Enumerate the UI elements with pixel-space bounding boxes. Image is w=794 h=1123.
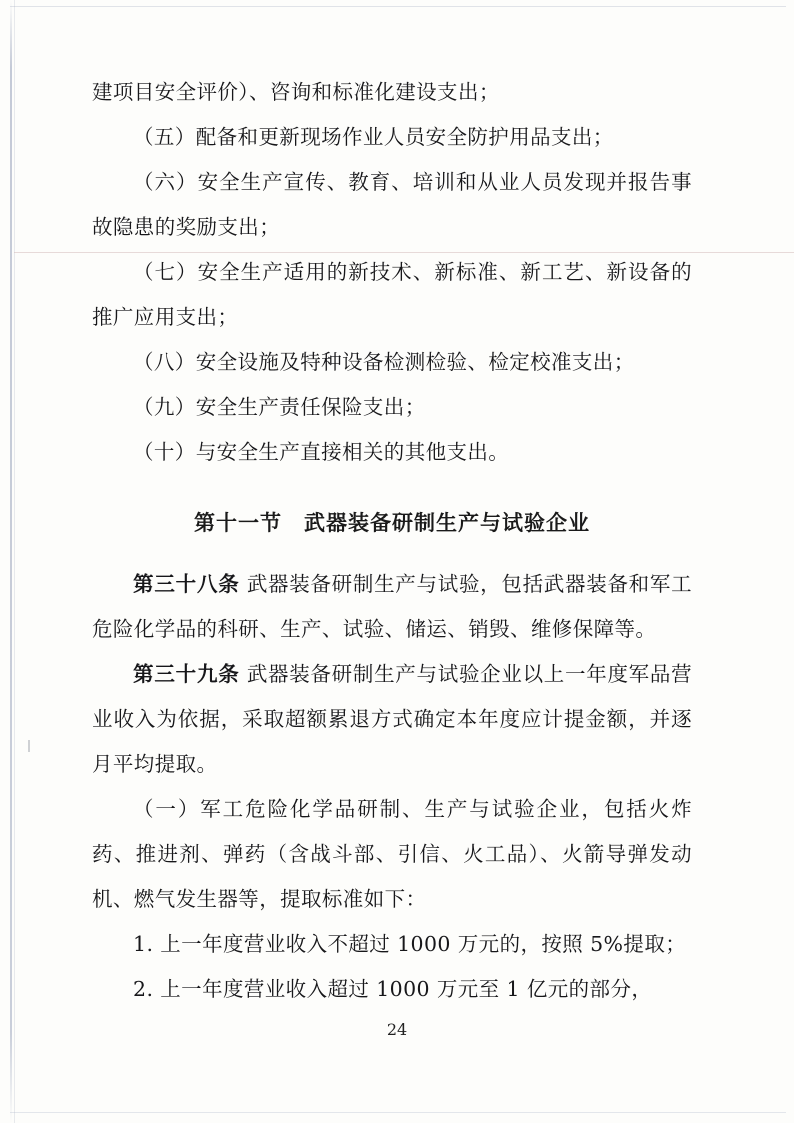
section-heading-number: 第十一节 [194,511,282,535]
list-item-five: （五）配备和更新现场作业人员安全防护用品支出； [133,125,614,149]
list-item-six: （六）安全生产宣传、教育、培训和从业人员发现并报告事故隐患的奖励支出； [92,170,692,239]
section-heading [92,501,692,546]
section-heading-name: 武器装备研制生产与试验企业 [304,511,590,535]
article-39-text: 武器装备研制生产与试验企业以上一年度军品营业收入为依据，采取超额累退方式确定本年度应计提金额，并逐月平均提取。 [92,662,692,776]
paragraph-continuation: 建项目安全评价）、咨询和标准化建设支出； [92,80,500,104]
article-39-label: 第三十九条 [133,662,240,686]
sub-item-2: 2. 上一年度营业收入超过 1000 万元至 1 亿元的部分， [133,977,653,1001]
page-edge-artifact-left [10,0,12,1123]
article-38-text: 武器装备研制生产与试验，包括武器装备和军工危险化学品的科研、生产、试验、储运、销毁、维修保障等。 [92,572,692,641]
article-38-label: 第三十八条 [133,572,240,596]
list-item-seven: （七）安全生产适用的新技术、新标准、新工艺、新设备的推广应用支出； [92,260,692,329]
page-edge-artifact-top [10,6,786,7]
sub-item-1: 1. 上一年度营业收入不超过 1000 万元的，按照 5%提取； [133,932,687,956]
sub-item-one: （一）军工危险化学品研制、生产与试验企业，包括火炸药、推进剂、弹药（含战斗部、引信、火工品）、火箭导弹发动机、燃气发生器等，提取标准如下： [92,797,692,911]
article-39 [92,652,692,787]
list-item-eight: （八）安全设施及特种设备检测检验、检定校准支出； [133,350,635,374]
document-body [92,70,692,1012]
list-item-ten: （十）与安全生产直接相关的其他支出。 [133,440,510,464]
list-item-nine: （九）安全生产责任保险支出； [133,395,426,419]
page-edge-artifact-left-secondary [14,0,15,1123]
scan-speck-artifact [28,740,30,752]
page-number: 24 [386,1020,408,1039]
page-edge-artifact-bottom [10,1112,786,1113]
article-38 [92,562,692,652]
